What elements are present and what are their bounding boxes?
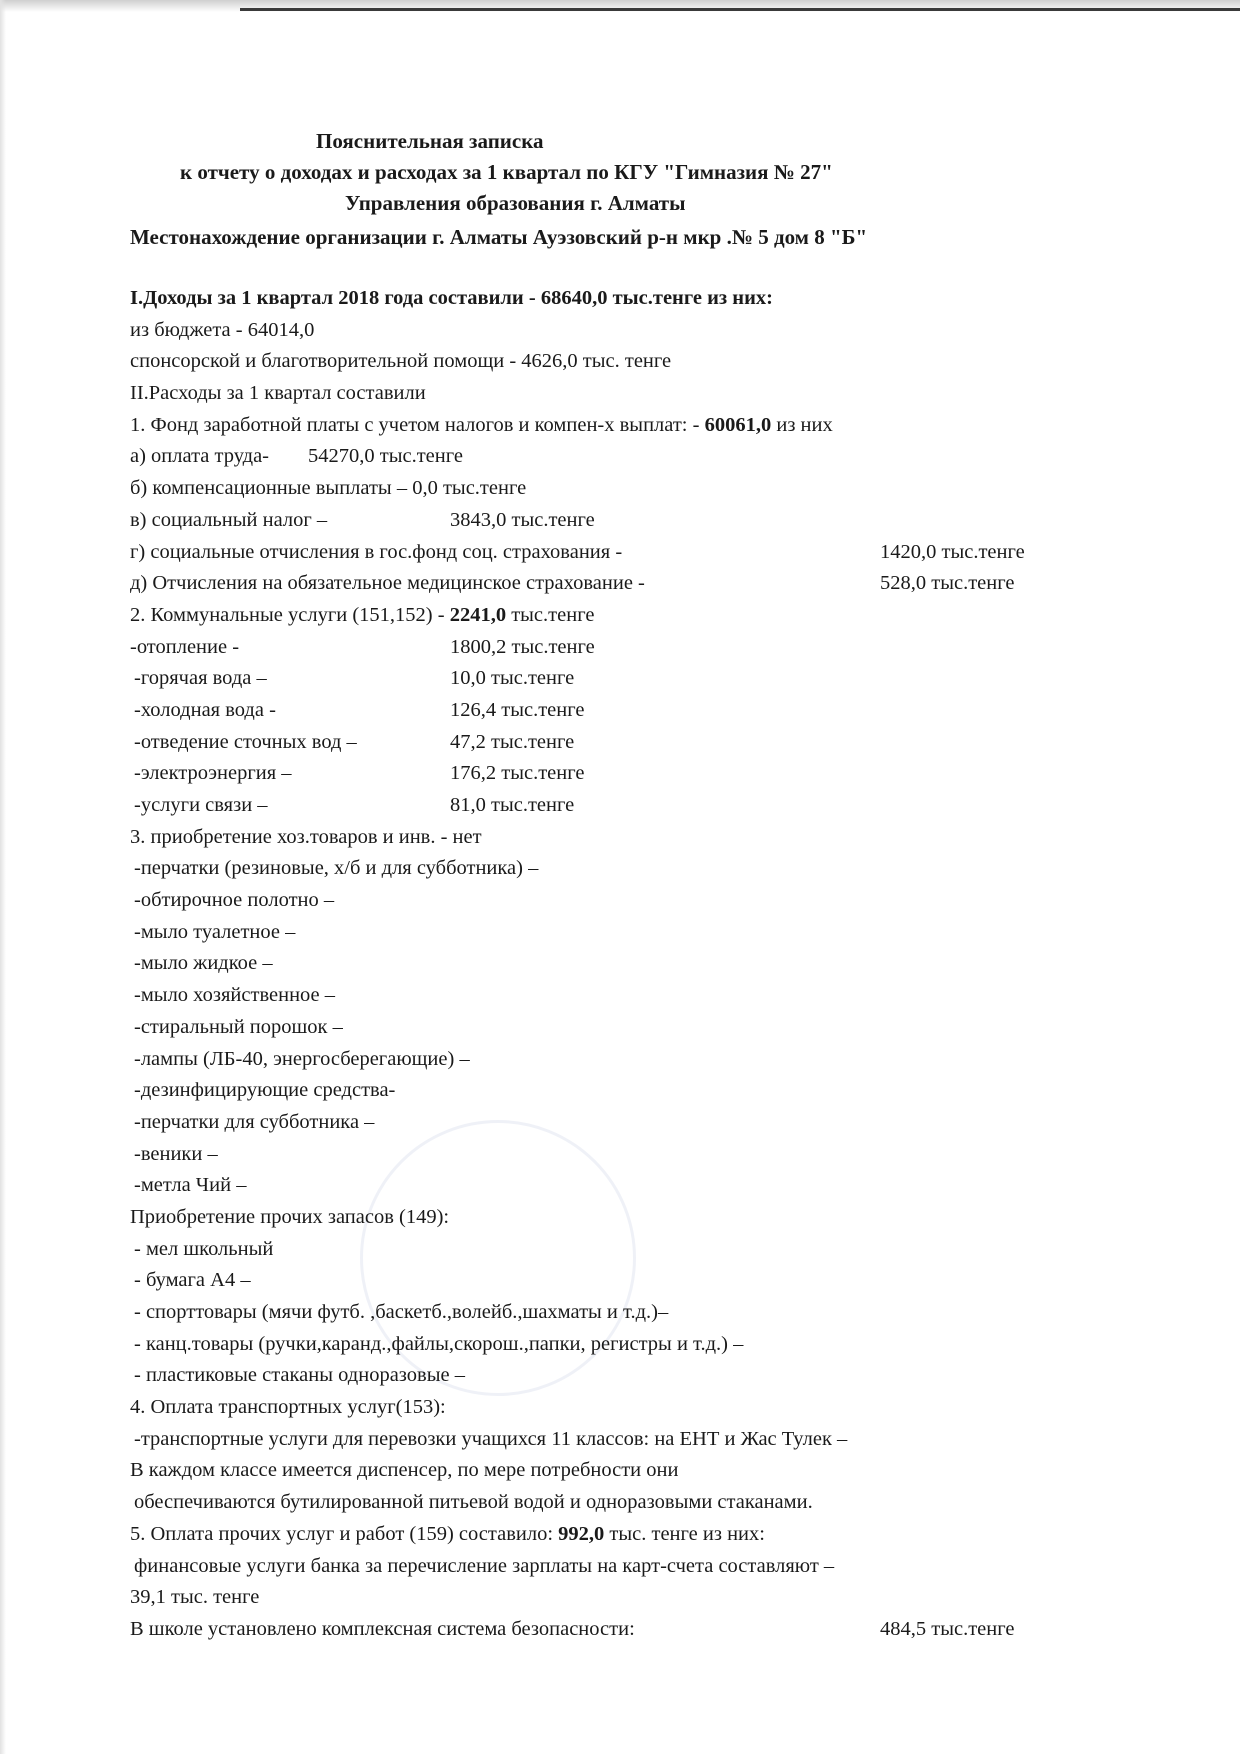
security-value: 484,5 тыс.тенге [880, 1617, 1015, 1640]
supply-item: -мыло хозяйственное – [134, 984, 336, 1007]
subtitle: к отчету о доходах и расходах за 1 квартал по КГУ "Гимназия № 27" [180, 160, 833, 184]
salary-suffix: из них [771, 413, 833, 436]
transport-line: В каждом классе имеется диспенсер, по мере потребности они [130, 1459, 679, 1482]
other-services-heading: 5. Оплата прочих услуг и работ (159) составило: 992,0 тыс. тенге из них: [130, 1522, 765, 1545]
department: Управления образования г. Алматы [345, 191, 686, 215]
document-body [130, 283, 1090, 1646]
salary-item: г) социальные отчисления в гос.фонд соц. страхования - 1420,0 тыс.тенге [130, 540, 1025, 563]
other-services-value: 992,0 [558, 1522, 605, 1545]
salary-heading [130, 410, 1090, 442]
location: Местонахождение организации г. Алматы Ауэзовский р-н мкр .№ 5 дом 8 "Б" [130, 225, 868, 249]
supply-item: -мыло жидкое – [134, 952, 273, 975]
scan-edge-left [0, 0, 6, 1754]
supply-item: -перчатки (резиновые, х/б и для субботника) – [134, 857, 539, 880]
bank-services-amount: 39,1 тыс. тенге [130, 1586, 260, 1609]
income-sponsor: спонсорской и благотворительной помощи - 4626,0 тыс. тенге [130, 350, 672, 373]
utilities-value: 2241,0 [449, 603, 507, 626]
salary-item: а) оплата труда- 54270,0 тыс.тенге [130, 445, 463, 468]
stock-item: - мел школьный [134, 1237, 274, 1260]
bank-services-line: финансовые услуги банка за перечисление зарплаты на карт-счета составляют – [134, 1554, 835, 1577]
supply-item: -стиральный порошок – [134, 1015, 343, 1038]
supply-item: -мыло туалетное – [134, 920, 296, 943]
utilities-heading: 2. Коммунальные услуги (151,152) - 2241,0 тыс.тенге [130, 603, 595, 626]
salary-item: б) компенсационные выплаты – 0,0 тыс.тенге [130, 477, 527, 500]
scan-line [240, 8, 1240, 11]
supply-item: -обтирочное полотно – [134, 889, 335, 912]
utility-item: -горячая вода – 10,0 тыс.тенге [134, 667, 575, 690]
supplies-heading: 3. приобретение хоз.товаров и инв. - нет [130, 825, 482, 848]
utility-item: -услуги связи – 81,0 тыс.тенге [134, 794, 575, 816]
transport-line: обеспечиваются бутилированной питьевой водой и одноразовыми стаканами. [134, 1491, 813, 1514]
stock-item: - бумага А4 – [134, 1269, 251, 1292]
salary-item: д) Отчисления на обязательное медицинское страхование - 528,0 тыс.тенге [130, 572, 1015, 595]
income-budget: из бюджета - 64014,0 [130, 318, 315, 341]
supply-item: -лампы (ЛБ-40, энергосберегающие) – [134, 1047, 470, 1070]
utility-item: -холодная вода - 126,4 тыс.тенге [134, 698, 585, 721]
supply-item: -веники – [134, 1142, 218, 1165]
stock-item: - спорттовары (мячи футб. ,баскетб.,волейб.,шахматы и т.д.)– [134, 1301, 669, 1323]
transport-line: -транспортные услуги для перевозки учащихся 11 классов: на ЕНТ и Жас Тулек – [134, 1427, 848, 1450]
expenses-title: II.Расходы за 1 квартал составили [130, 382, 426, 405]
supply-item: -дезинфицирующие средства- [134, 1079, 396, 1102]
utility-item: -отопление - 1800,2 тыс.тенге [130, 635, 595, 658]
other-stock-heading: Приобретение прочих запасов (149): [130, 1205, 450, 1228]
income-title: I.Доходы за 1 квартал 2018 года составили - 68640,0 тыс.тенге из них: [130, 287, 773, 309]
stock-item: - канц.товары (ручки,каранд.,файлы,скорош.,папки, регистры и т.д.) – [134, 1332, 744, 1355]
utility-item: -отведение сточных вод – 47,2 тыс.тенге [134, 730, 575, 753]
security-line: В школе установлено комплексная система безопасности: 484,5 тыс.тенге [130, 1614, 1090, 1646]
salary-item: в) социальный налог – 3843,0 тыс.тенге [130, 508, 595, 531]
title: Пояснительная записка [316, 129, 544, 153]
supply-item: -перчатки для субботника – [134, 1110, 375, 1133]
salary-label: 1. Фонд заработной платы с учетом налогов и компен-х выплат: - [130, 413, 705, 436]
transport-heading: 4. Оплата транспортных услуг(153): [130, 1396, 446, 1419]
supply-item: -метла Чий – [134, 1174, 247, 1197]
salary-value: 60061,0 [704, 413, 772, 436]
utility-item: -электроэнергия – 176,2 тыс.тенге [134, 762, 585, 785]
stock-item: - пластиковые стаканы одноразовые – [134, 1364, 465, 1387]
